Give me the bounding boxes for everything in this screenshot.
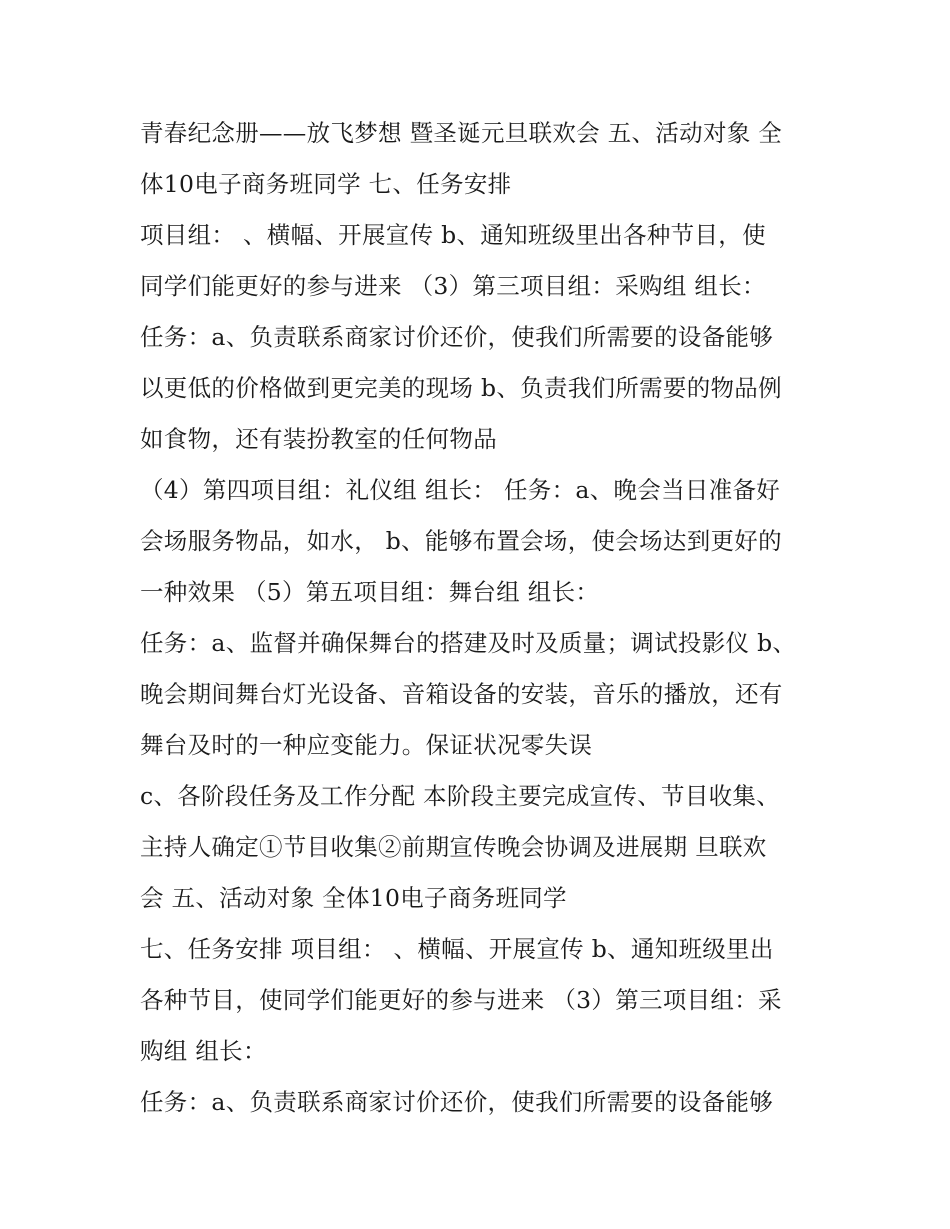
text-line: 会 五、活动对象 全体10电子商务班同学 — [140, 884, 567, 912]
text-line: 任务：a、负责联系商家讨价还价，使我们所需要的设备能够 — [140, 323, 774, 351]
text-line: 各种节目，使同学们能更好的参与进来 （3）第三项目组：采 — [140, 986, 782, 1014]
text-line: 如食物，还有装扮教室的任何物品 — [140, 425, 497, 453]
text-line: 购组 组长： — [140, 1037, 267, 1065]
text-line: 项目组： 、横幅、开展宣传 b、通知班级里出各种节目，使 — [140, 221, 766, 249]
text-line: 晚会期间舞台灯光设备、音箱设备的安装，音乐的播放，还有 — [140, 680, 783, 708]
document-body — [140, 108, 820, 1128]
text-line: 体10电子商务班同学 七、任务安排 — [140, 170, 512, 198]
text-line: 会场服务物品，如水， b、能够布置会场，使会场达到更好的 — [140, 527, 782, 555]
text-line: 以更低的价格做到更完美的现场 b、负责我们所需要的物品例 — [140, 374, 782, 402]
text-line: 七、任务安排 项目组： 、横幅、开展宣传 b、通知班级里出 — [140, 935, 774, 963]
text-line: 一种效果 （5）第五项目组：舞台组 组长： — [140, 578, 600, 606]
text-line: 任务：a、负责联系商家讨价还价，使我们所需要的设备能够 — [140, 1088, 774, 1116]
text-line: 青春纪念册——放飞梦想 暨圣诞元旦联欢会 五、活动对象 全 — [140, 119, 783, 147]
text-line: （4）第四项目组：礼仪组 组长： 任务：a、晚会当日准备好 — [140, 476, 781, 504]
text-line: c、各阶段任务及工作分配 本阶段主要完成宣传、节目收集、 — [140, 782, 781, 810]
text-line: 主持人确定①节目收集②前期宣传晚会协调及进展期 旦联欢 — [140, 833, 767, 861]
text-line: 同学们能更好的参与进来 （3）第三项目组：采购组 组长： — [140, 272, 766, 300]
text-line: 任务：a、监督并确保舞台的搭建及时及质量；调试投影仪 b、 — [140, 629, 797, 657]
text-line: 舞台及时的一种应变能力。保证状况零失误 — [140, 731, 593, 759]
